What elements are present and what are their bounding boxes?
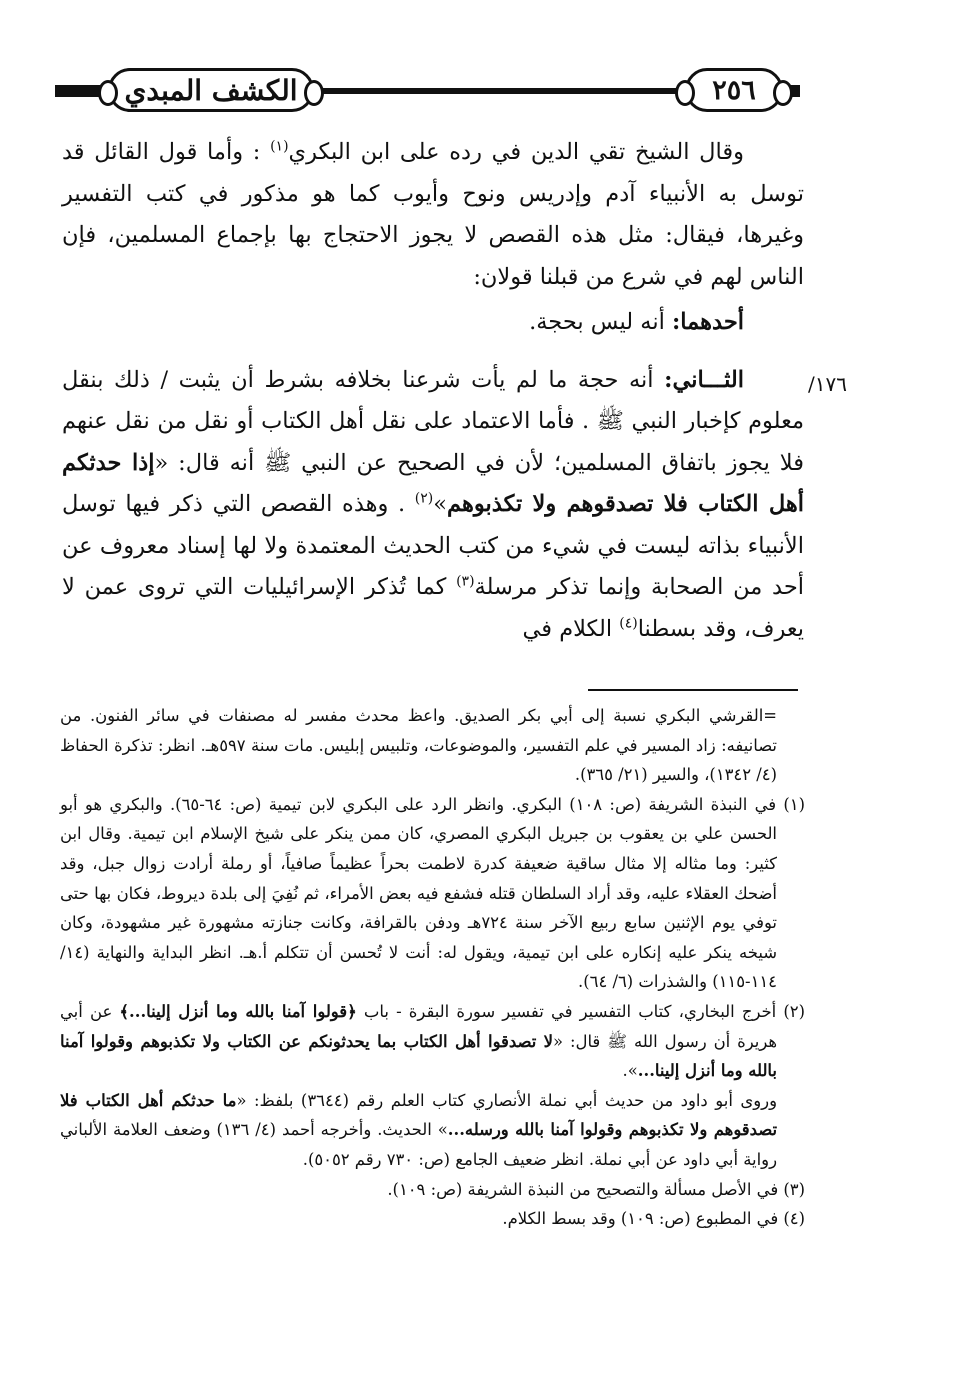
footnote-4: (٤) في المطبوع (ص: ١٠٩) وقد بسط الكلام.: [502, 1209, 805, 1229]
running-header: [55, 66, 800, 118]
footnote-1: (١) في النبذة الشريفة (ص: ١٠٨) البكري. وانظر الرد على البكري لابن تيمية (ص: ٦٤-٦٥). والبكري هو أبو الحسن علي بن يعقوب بن جبريل البكري المصري، كان ممن ينكر على شيخ الإسلام ابن تيمية. وقال ابن كثير: وما مثاله إلا مثال ساقية ضعيفة كدرة لاطمت بحراً عظيماً صافياً، أو رملة أرادت زوال جبل، وقد أضحك العقلاء عليه، وقد أراد السلطان قتله فشفع فيه بعض الأمراء، ثم نُفِيَ إلى بلدة ديروط، فكان بها حتى توفي يوم الإثنين سابع ربيع الآخر سنة ٧٢٤هـ ودفن بالقرافة، وكانت جنازته مشهورة غير مشهودة، وكان شيخه ينكر عليه إنكاره على ابن تيمية، ويقول له: أنت لا تُحسن أن تتكلم أ.هـ. انظر البداية والنهاية (١٤/ ١١٤-١١٥) والشذرات (٦/ ٦٤).: [60, 794, 806, 992]
footnote-2-text-e: ».: [622, 1061, 638, 1081]
paragraph-2: [62, 302, 804, 344]
paragraph-1: [62, 132, 804, 298]
footnote-2-verse: ﴿قولوا آمنا بالله وما أنزل إلينا...﴾: [119, 1001, 357, 1021]
page-number-cartouche: [685, 68, 783, 112]
paragraph-3-text-a: أنه حجة ما لم يأت شرعنا بخلافه بشرط أن يثبت / ذلك بنقل معلوم كإخبار النبي ﷺ . فأما الاعتماد على نقل أهل الكتاب أو نقل من نقل عنهم فلا يجوز باتفاق المسلمين؛ لأن في الصحيح عن النبي ﷺ أنه قال: «: [62, 366, 804, 476]
paragraph-3-label: الثـــاني:: [664, 366, 744, 393]
footnote-2-text-a: (٢) أخرج البخاري، كتاب التفسير في تفسير سورة البقرة - باب: [356, 1001, 805, 1021]
book-title: الكشف المبدي: [124, 73, 298, 107]
paragraph-2-text: أنه ليس بحجة.: [529, 309, 672, 335]
page-number: ٢٥٦: [712, 74, 756, 106]
paragraph-3: [62, 360, 804, 651]
paragraph-1-text: وقال الشيخ تقي الدين في رده على ابن البكري: [288, 139, 744, 165]
footnote-2-cont-c: » الحديث. وأخرجه أحمد (٤/ ١٣٦) وضعف العلامة الألباني رواية أبي داود عن أبي نملة. انظر ضعيف الجامع (ص: ٧٣٠ رقم ٥٠٥٢).: [60, 1120, 777, 1169]
footnote-separator: [588, 689, 798, 691]
footnote-ref-2: (٢): [414, 490, 434, 507]
footnote-continuation: =القرشي البكري نسبة إلى أبي بكر الصديق. واعظ محدث مفسر له مصنفات في سائر الفنون. من تصانيفه: زاد المسير في علم التفسير، والموضوعات، وتلبيس إبليس. مات سنة ٥٩٧هـ. انظر: تذكرة الحفاظ (٤/ ١٣٤٢)، والسير (٢١/ ٣٦٥).: [60, 706, 777, 785]
paragraph-2-label: أحدهما:: [671, 309, 744, 335]
footnote-ref-1: (١): [270, 138, 289, 155]
footnote-3: (٣) في الأصل مسألة والتصحيح من النبذة الشريفة (ص: ١٠٩).: [387, 1179, 805, 1199]
footnote-ref-3: (٣): [456, 573, 475, 590]
manuscript-folio-marker: /١٧٦: [808, 372, 847, 396]
footnote-2-continued: [60, 1086, 805, 1175]
footnote-2-hadith: لا تصدقوا أهل الكتاب بما يحدثونكم عن الكتاب ولا تكذبوهم وقولوا آمنا بالله وما أنزل إلينا...: [60, 1031, 777, 1081]
paragraph-3-text-c: . وهذه القصص التي ذكر فيها توسل الأنبياء بذاته ليست في شيء من كتب الحديث المعتمدة ولا لها إسناد معروف عن أحد من الصحابة وإنما تذكر مرسلة: [62, 491, 804, 600]
quote-close: »: [433, 491, 448, 517]
hadith-quote: إذا حدثكم أهل الكتاب فلا تصدقوهم ولا تكذبوهم: [62, 449, 804, 517]
footnote-2-text-c: عن أبي هريرة أن رسول الله ﷺ قال: «: [60, 1001, 778, 1051]
paragraph-3-text-d: كما تُذكر الإسرائيليات التي تروى عمن لا يعرف، وقد بسطنا: [62, 574, 804, 642]
book-title-cartouche: [108, 68, 314, 112]
footnote-2-cont-a: وروى أبو داود من حديث أبي نملة الأنصاري كتاب العلم رقم (٣٦٤٤) بلفظ: «: [236, 1090, 777, 1110]
main-text: [62, 132, 804, 650]
footnote-ref-4: (٤): [619, 615, 638, 631]
paragraph-1-rest: : وأما قول القائل قد توسل به الأنبياء آدم وإدريس ونوح وأيوب كما هو مذكور في كتب التفسير وغيرها، فيقال: مثل هذه القصص لا يجوز الاحتجاج بها بإجماع المسلمين، فإن الناس لهم في شرع من قبلنا قولان:: [62, 139, 804, 290]
paragraph-3-text-e: الكلام في: [522, 615, 620, 642]
footnote-2: [60, 997, 805, 1086]
footnote-2-cont-hadith: ما حدثكم أهل الكتاب فلا تصدقوهم ولا تكذبوهم وقولوا آمنا بالله ورسله...: [60, 1090, 778, 1140]
footnotes: [60, 701, 805, 1234]
